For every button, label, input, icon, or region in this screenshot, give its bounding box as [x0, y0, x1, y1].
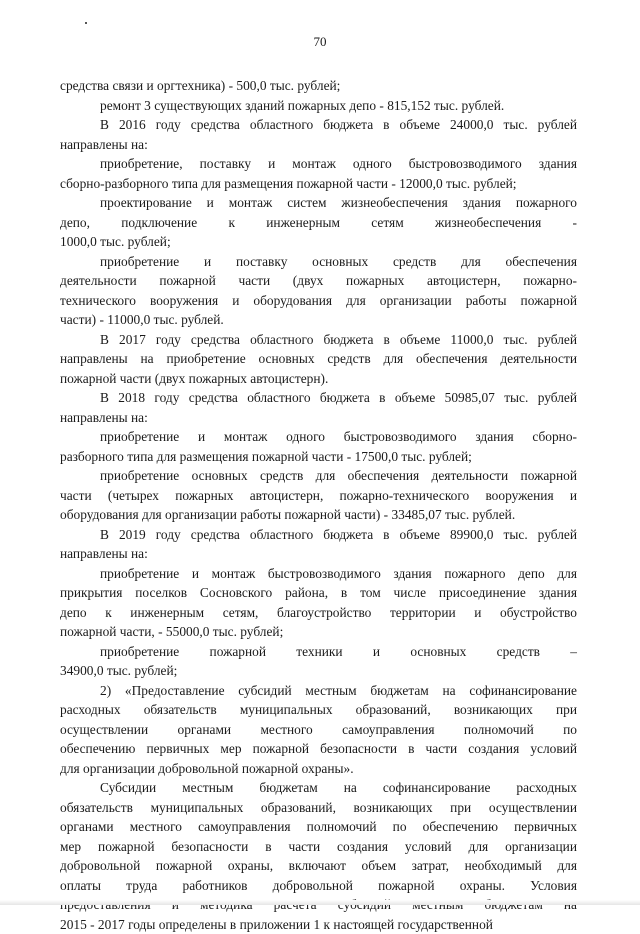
- text-line: осуществлении органами местного самоуправления полномочий по: [60, 720, 577, 740]
- text-line: средства связи и оргтехника) - 500,0 тыс. рублей;: [60, 76, 577, 96]
- text-line: В 2017 году средства областного бюджета в объеме 11000,0 тыс. рублей: [60, 330, 577, 350]
- text-line: оплаты труда работников добровольной пожарной охраны. Условия: [60, 876, 577, 896]
- text-line: обеспечению первичных мер пожарной безопасности в части создания условий: [60, 739, 577, 759]
- text-line: депо к инженерным сетям, благоустройство территории и обустройство: [60, 603, 577, 623]
- paragraph: [60, 681, 577, 779]
- paragraph: [60, 76, 577, 96]
- text-line: Субсидии местным бюджетам на софинансирование расходных: [60, 778, 577, 798]
- text-line: В 2019 году средства областного бюджета в объеме 89900,0 тыс. рублей: [60, 525, 577, 545]
- text-line: разборного типа для размещения пожарной части - 17500,0 тыс. рублей;: [60, 447, 577, 467]
- paragraph: [60, 642, 577, 681]
- text-line: пожарной части, - 55000,0 тыс. рублей;: [60, 622, 577, 642]
- text-line: направлены на:: [60, 135, 577, 155]
- text-line: оборудования для организации работы пожарной части) - 33485,07 тыс. рублей.: [60, 505, 577, 525]
- paragraph: [60, 154, 577, 193]
- text-line: направлены на приобретение основных средств для обеспечения деятельности: [60, 349, 577, 369]
- text-line: В 2016 году средства областного бюджета в объеме 24000,0 тыс. рублей: [60, 115, 577, 135]
- text-line: направлены на:: [60, 408, 577, 428]
- text-line: деятельности пожарной части (двух пожарных автоцистерн, пожарно-: [60, 271, 577, 291]
- document-body: [60, 76, 577, 934]
- text-line: приобретение и поставку основных средств для обеспечения: [60, 252, 577, 272]
- text-line: приобретение основных средств для обеспечения деятельности пожарной: [60, 466, 577, 486]
- text-line: 1000,0 тыс. рублей;: [60, 232, 577, 252]
- text-line: добровольной пожарной охраны, включают объем затрат, необходимый для: [60, 856, 577, 876]
- text-line: органами местного самоуправления полномочий по обеспечению первичных: [60, 817, 577, 837]
- text-line: части (четырех пожарных автоцистерн, пожарно-технического вооружения и: [60, 486, 577, 506]
- text-line: 2) «Предоставление субсидий местным бюджетам на софинансирование: [60, 681, 577, 701]
- text-line: ремонт 3 существующих зданий пожарных депо - 815,152 тыс. рублей.: [60, 96, 577, 116]
- text-line: 34900,0 тыс. рублей;: [60, 661, 577, 681]
- paragraph: [60, 564, 577, 642]
- scan-edge: [0, 900, 640, 905]
- text-line: обязательств муниципальных образований, возникающих при осуществлении: [60, 798, 577, 818]
- text-line: для организации добровольной пожарной охраны».: [60, 759, 577, 779]
- text-line: 2015 - 2017 годы определены в приложении 1 к настоящей государственной: [60, 915, 577, 934]
- text-line: депо, подключение к инженерным сетям жизнеобеспечения -: [60, 213, 577, 233]
- text-line: приобретение пожарной техники и основных средств –: [60, 642, 577, 662]
- text-line: сборно-разборного типа для размещения пожарной части - 12000,0 тыс. рублей;: [60, 174, 577, 194]
- text-line: технического вооружения и оборудования для организации работы пожарной: [60, 291, 577, 311]
- paragraph: [60, 525, 577, 564]
- scan-speck: [85, 22, 87, 24]
- paragraph: [60, 115, 577, 154]
- text-line: расходных обязательств муниципальных образований, возникающих при: [60, 700, 577, 720]
- paragraph: [60, 388, 577, 427]
- paragraph: [60, 252, 577, 330]
- paragraph: [60, 466, 577, 525]
- text-line: направлены на:: [60, 544, 577, 564]
- text-line: части) - 11000,0 тыс. рублей.: [60, 310, 577, 330]
- paragraph: [60, 96, 577, 116]
- text-line: В 2018 году средства областного бюджета в объеме 50985,07 тыс. рублей: [60, 388, 577, 408]
- text-line: пожарной части (двух пожарных автоцистерн).: [60, 369, 577, 389]
- text-line: приобретение, поставку и монтаж одного быстровозводимого здания: [60, 154, 577, 174]
- paragraph: [60, 427, 577, 466]
- paragraph: [60, 330, 577, 389]
- text-line: проектирование и монтаж систем жизнеобеспечения здания пожарного: [60, 193, 577, 213]
- page-number: 70: [0, 34, 640, 50]
- text-line: приобретение и монтаж одного быстровозводимого здания сборно-: [60, 427, 577, 447]
- paragraph: [60, 778, 577, 934]
- text-line: прикрытия поселков Сосновского района, в том числе присоединение здания: [60, 583, 577, 603]
- text-line: мер пожарной безопасности в части создания условий для организации: [60, 837, 577, 857]
- text-line: приобретение и монтаж быстровозводимого здания пожарного депо для: [60, 564, 577, 584]
- paragraph: [60, 193, 577, 252]
